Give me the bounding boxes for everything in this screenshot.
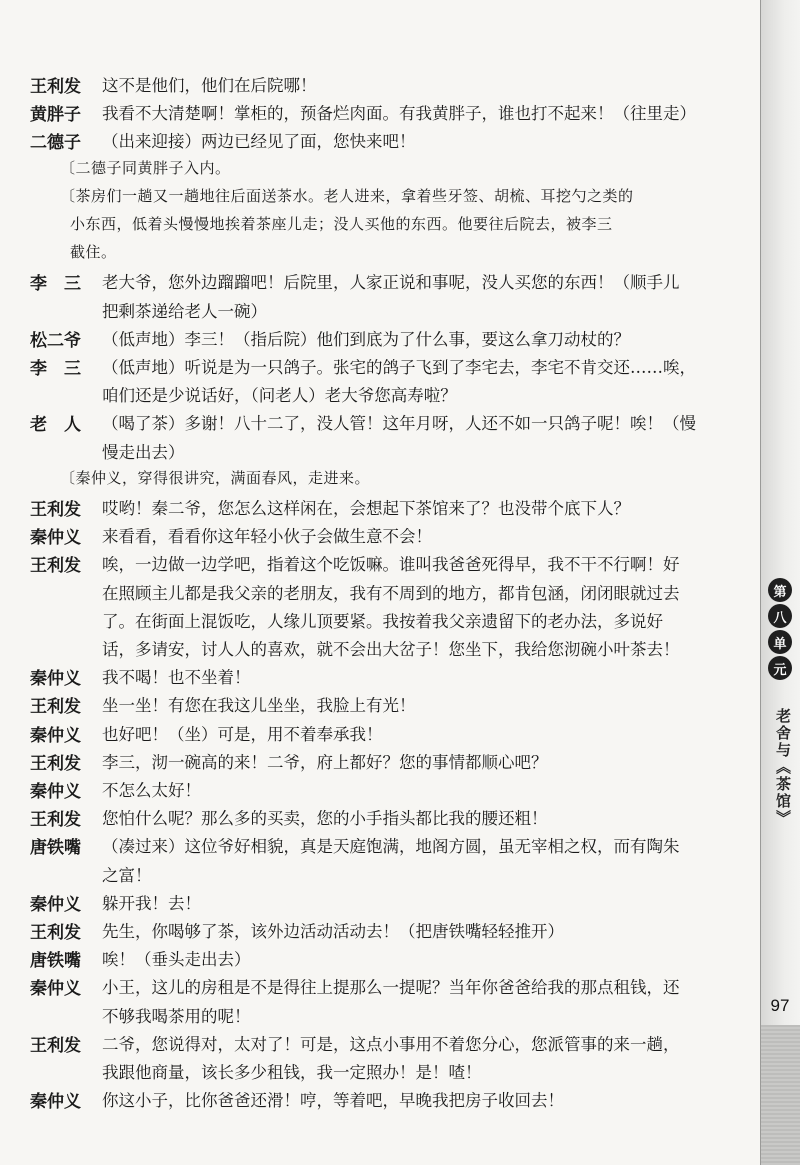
dialogue-text: （出来迎接）两边已经见了面，您快来吧！ — [102, 132, 416, 151]
speaker-name: 王利发 — [30, 556, 81, 576]
speaker-name: 秦仲义 — [30, 669, 81, 689]
dialogue-text: 小王，这儿的房租是不是得往上提那么一提呢？当年你爸爸给我的那点租钱，还 — [102, 978, 680, 997]
speaker-name: 秦仲义 — [30, 782, 81, 802]
dialogue-text: 先生，你喝够了茶，该外边活动活动去！（把唐铁嘴轻轻推开） — [102, 922, 564, 941]
speaker-name: 王利发 — [30, 810, 81, 830]
speaker-name: 李 三 — [30, 359, 81, 379]
dialogue-continuation: 了。在街面上混饭吃，人缘儿顶要紧。我按着我父亲遗留下的老办法，多说好 — [102, 612, 663, 631]
stage-direction-continuation: 截住。 — [70, 243, 117, 261]
speaker-name: 黄胖子 — [30, 105, 81, 125]
speaker-name: 秦仲义 — [30, 528, 81, 548]
speaker-name: 秦仲义 — [30, 979, 81, 999]
dialogue-text: 二爷，您说得对，太对了！可是，这点小事用不着您分心，您派管事的来一趟， — [102, 1035, 680, 1054]
speaker-name: 王利发 — [30, 923, 81, 943]
dialogue-text: 我看不大清楚啊！掌柜的，预备烂肉面。有我黄胖子，谁也打不起来！（往里走） — [102, 104, 696, 123]
speaker-name: 秦仲义 — [30, 895, 81, 915]
dialogue-continuation: 把剩茶递给老人一碗） — [102, 302, 267, 321]
speaker-name: 李 三 — [30, 274, 81, 294]
dialogue-continuation: 慢走出去） — [102, 443, 185, 462]
dialogue-text: 坐一坐！有您在我这儿坐坐，我脸上有光！ — [102, 696, 416, 715]
speaker-name: 王利发 — [30, 754, 81, 774]
margin-shaded-block — [760, 1025, 800, 1165]
unit-char: 单 — [768, 630, 792, 654]
dialogue-text: （低声地）李三！（指后院）他们到底为了什么事，要这么拿刀动杖的？ — [102, 330, 630, 349]
dialogue-text: 躲开我！去！ — [102, 894, 201, 913]
speaker-name: 王利发 — [30, 697, 81, 717]
speaker-name: 王利发 — [30, 1036, 81, 1056]
speaker-name: 唐铁嘴 — [30, 838, 81, 858]
speaker-name: 唐铁嘴 — [30, 951, 81, 971]
dialogue-text: 您怕什么呢？那么多的买卖，您的小手指头都比我的腰还粗！ — [102, 809, 548, 828]
stage-direction: 〔二德子同黄胖子入内。 — [60, 159, 231, 177]
speaker-name: 二德子 — [30, 133, 81, 153]
dialogue-text: 来看看，看看你这年轻小伙子会做生意不会！ — [102, 527, 432, 546]
dialogue-text: （凑过来）这位爷好相貌，真是天庭饱满，地阁方圆，虽无宰相之权，而有陶朱 — [102, 837, 680, 856]
speaker-name: 秦仲义 — [30, 1092, 81, 1112]
dialogue-continuation: 咱们还是少说话好，（问老人）老大爷您高寿啦？ — [102, 386, 457, 405]
unit-char: 八 — [768, 604, 792, 628]
dialogue-continuation: 不够我喝茶用的呢！ — [102, 1007, 251, 1026]
dialogue-text: 也好吧！（坐）可是，用不着奉承我！ — [102, 725, 383, 744]
speaker-name: 老 人 — [30, 415, 81, 435]
dialogue-text: 不怎么太好！ — [102, 781, 201, 800]
unit-theme: 老舍与《茶馆》 — [774, 708, 792, 827]
dialogue-continuation: 在照顾主儿都是我父亲的老朋友，我有不周到的地方，都肯包涵，闭闭眼就过去 — [102, 584, 680, 603]
unit-char: 元 — [768, 656, 792, 680]
unit-char: 第 — [768, 578, 792, 602]
dialogue-text: 这不是他们，他们在后院哪！ — [102, 76, 317, 95]
stage-direction-continuation: 小东西，低着头慢慢地挨着茶座儿走；没人买他的东西。他要往后院去，被李三 — [70, 215, 613, 233]
dialogue-continuation: 之富！ — [102, 866, 152, 885]
dialogue-text: （低声地）听说是为一只鸽子。张宅的鸽子飞到了李宅去，李宅不肯交还……唉， — [102, 358, 696, 377]
stage-direction: 〔茶房们一趟又一趟地往后面送茶水。老人进来，拿着些牙签、胡梳、耳挖勺之类的 — [60, 187, 634, 205]
unit-label — [764, 578, 796, 680]
speaker-name: 秦仲义 — [30, 726, 81, 746]
dialogue-text: 你这小子，比你爸爸还滑！哼，等着吧，早晚我把房子收回去！ — [102, 1091, 564, 1110]
dialogue-text: 我不喝！也不坐着！ — [102, 668, 251, 687]
speaker-name: 王利发 — [30, 500, 81, 520]
dialogue-text: 唉！（垂头走出去） — [102, 950, 251, 969]
dialogue-continuation: 话，多请安，讨人人的喜欢，就不会出大岔子！您坐下，我给您沏碗小叶茶去！ — [102, 640, 680, 659]
dialogue-text: 李三，沏一碗高的来！二爷，府上都好？您的事情都顺心吧？ — [102, 753, 548, 772]
dialogue-text: （喝了茶）多谢！八十二了，没人管！这年月呀，人还不如一只鸽子呢！唉！（慢 — [102, 414, 696, 433]
dialogue-text: 唉，一边做一边学吧，指着这个吃饭嘛。谁叫我爸爸死得早，我不干不行啊！好 — [102, 555, 680, 574]
dialogue-continuation: 我跟他商量，该长多少租钱，我一定照办！是！喳！ — [102, 1063, 482, 1082]
speaker-name: 松二爷 — [30, 331, 81, 351]
dialogue-text: 哎哟！秦二爷，您怎么这样闲在，会想起下茶馆来了？也没带个底下人？ — [102, 499, 630, 518]
stage-direction: 〔秦仲义，穿得很讲究，满面春风，走进来。 — [60, 469, 371, 487]
dialogue-text: 老大爷，您外边蹓蹓吧！后院里，人家正说和事呢，没人买您的东西！（顺手儿 — [102, 273, 680, 292]
speaker-name: 王利发 — [30, 77, 81, 97]
page-number: 97 — [770, 996, 790, 1015]
